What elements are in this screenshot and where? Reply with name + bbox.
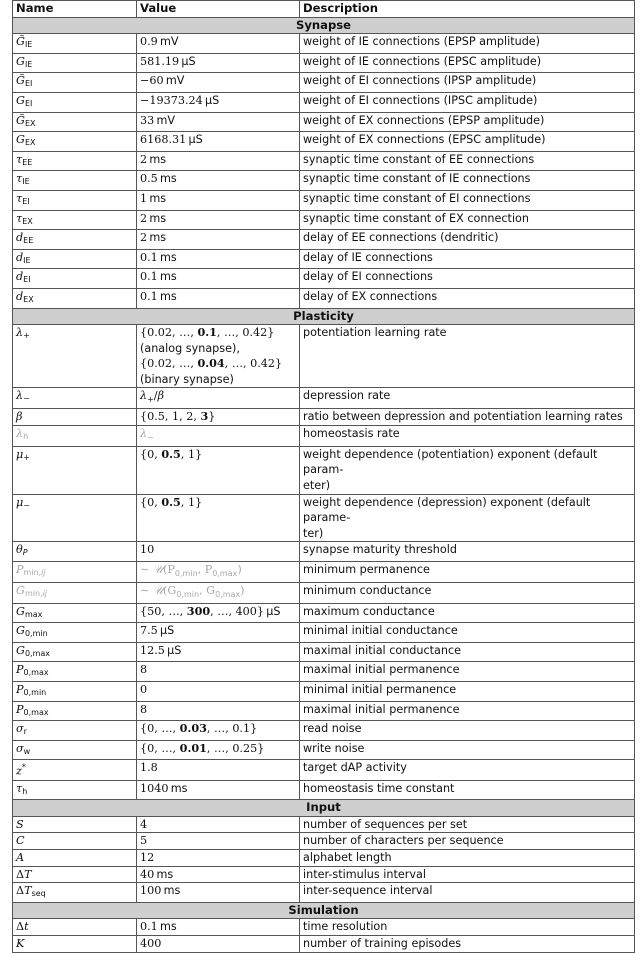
param-description: maximum conductance [300, 603, 635, 623]
table-row [13, 883, 635, 903]
param-name: $\tau_{IE}$ [13, 171, 137, 191]
section-title: Simulation [13, 902, 635, 919]
param-name: $\lambda_+$ [13, 325, 137, 388]
param-name: A [13, 849, 137, 866]
param-name: $\mu_+$ [13, 446, 137, 494]
param-name: $G_{min,ij}$ [13, 582, 137, 603]
table-row [13, 190, 635, 210]
param-name: $G̃_{EI}$ [13, 73, 137, 93]
table-row [13, 582, 635, 603]
param-name: $d_{EE}$ [13, 230, 137, 250]
param-value: ∼ $𝒰(P_{0,min}$, $P_{0,max}$) [137, 561, 300, 582]
table-row [13, 760, 635, 780]
param-description: delay of EE connections (dendritic) [300, 230, 635, 250]
param-value: 8 [137, 701, 300, 721]
table-row [13, 721, 635, 741]
table-row [13, 73, 635, 93]
param-name: $\tau_{EI}$ [13, 190, 137, 210]
param-description: potentiation learning rate [300, 325, 635, 388]
table-header-row [13, 1, 635, 18]
table-row [13, 662, 635, 682]
param-value: 0 [137, 681, 300, 701]
param-description: weight of IE connections (EPSC amplitude) [300, 53, 635, 73]
section-title: Input [13, 800, 635, 817]
param-value: {0, 0.5, 1} [137, 446, 300, 494]
param-name: β [13, 409, 137, 426]
table-row [13, 409, 635, 426]
param-value: 0.1 ms [137, 249, 300, 269]
param-value: 1.8 [137, 760, 300, 780]
section-title: Plasticity [13, 308, 635, 325]
table-row [13, 210, 635, 230]
param-name: C [13, 833, 137, 850]
param-name: S [13, 816, 137, 833]
table-row [13, 230, 635, 250]
param-name: $G̃_{EX}$ [13, 112, 137, 132]
param-value: {0.02, …, 0.1, …, 0.42} (analog synapse), {0.02, …, 0.04, …, 0.42} (binary synapse) [137, 325, 300, 388]
param-value: 1 ms [137, 190, 300, 210]
param-description: synaptic time constant of EX connection [300, 210, 635, 230]
param-description: ratio between depression and potentiation learning rates [300, 409, 635, 426]
param-name: $\Delta T_{seq}$ [13, 883, 137, 903]
param-name: K [13, 935, 137, 952]
param-name: $\theta_P$ [13, 542, 137, 562]
param-description: weight dependence (depression) exponent (default parame- ter) [300, 494, 635, 542]
section-header-plasticity [13, 308, 635, 325]
param-name: $G_{EX}$ [13, 132, 137, 152]
param-value: 2 ms [137, 230, 300, 250]
table-row [13, 681, 635, 701]
table-row [13, 34, 635, 54]
table-row [13, 935, 635, 952]
param-value: 7.5 μS [137, 623, 300, 643]
section-header-synapse [13, 17, 635, 34]
param-description: number of sequences per set [300, 816, 635, 833]
section-header-simulation [13, 902, 635, 919]
param-name: $P_{0,max}$ [13, 701, 137, 721]
table-row [13, 151, 635, 171]
param-value: 40 ms [137, 866, 300, 883]
param-name: $\tau_h$ [13, 780, 137, 800]
param-value: {0.5, 1, 2, 3} [137, 409, 300, 426]
section-title: Synapse [13, 17, 635, 34]
param-value: 400 [137, 935, 300, 952]
table-row [13, 561, 635, 582]
param-name: $\sigma_r$ [13, 721, 137, 741]
param-value: $\lambda_-$ [137, 425, 300, 446]
param-value: 12.5 μS [137, 642, 300, 662]
param-value: 4 [137, 816, 300, 833]
param-name: $G_{0,min}$ [13, 623, 137, 643]
param-value: 2 ms [137, 210, 300, 230]
table-row [13, 623, 635, 643]
param-name: $\lambda_-$ [13, 388, 137, 409]
param-description: delay of EX connections [300, 288, 635, 308]
param-description: weight dependence (potentiation) exponent (default param- eter) [300, 446, 635, 494]
param-name: Δt [13, 919, 137, 936]
table-row [13, 701, 635, 721]
table-row [13, 171, 635, 191]
header-name: Name [13, 1, 137, 18]
param-value: {0, …, 0.03, …, 0.1} [137, 721, 300, 741]
param-description: synaptic time constant of EE connections [300, 151, 635, 171]
param-value: 0.5 ms [137, 171, 300, 191]
param-description: synapse maturity threshold [300, 542, 635, 562]
param-value: 0.1 ms [137, 919, 300, 936]
param-name: $G_{EI}$ [13, 92, 137, 112]
param-name: $G̃_{IE}$ [13, 34, 137, 54]
table-row [13, 288, 635, 308]
param-description: weight of EI connections (IPSC amplitude) [300, 92, 635, 112]
param-value: 0.9 mV [137, 34, 300, 54]
table-row [13, 740, 635, 760]
param-value: 581.19 μS [137, 53, 300, 73]
param-name: $\sigma_w$ [13, 740, 137, 760]
table-row [13, 249, 635, 269]
param-description: weight of EX connections (EPSC amplitude) [300, 132, 635, 152]
param-name: $d_{IE}$ [13, 249, 137, 269]
param-value: 8 [137, 662, 300, 682]
param-value: {0, …, 0.01, …, 0.25} [137, 740, 300, 760]
param-name: $G_{0,max}$ [13, 642, 137, 662]
table-row [13, 325, 635, 388]
param-value: 6168.31 μS [137, 132, 300, 152]
param-value: 12 [137, 849, 300, 866]
param-value: 10 [137, 542, 300, 562]
table-row [13, 833, 635, 850]
param-value: {50, …, 300, …, 400} μS [137, 603, 300, 623]
param-description: inter-sequence interval [300, 883, 635, 903]
param-description: number of characters per sequence [300, 833, 635, 850]
param-description: delay of IE connections [300, 249, 635, 269]
param-name: $G_{max}$ [13, 603, 137, 623]
param-description: homeostasis rate [300, 425, 635, 446]
param-value: 0.1 ms [137, 269, 300, 289]
table-row [13, 542, 635, 562]
table-row [13, 603, 635, 623]
param-value: 5 [137, 833, 300, 850]
param-value: 100 ms [137, 883, 300, 903]
param-value: {0, 0.5, 1} [137, 494, 300, 542]
param-value: 33 mV [137, 112, 300, 132]
param-description: read noise [300, 721, 635, 741]
param-description: maximal initial permanence [300, 701, 635, 721]
table-row [13, 780, 635, 800]
table-row [13, 642, 635, 662]
header-description: Description [300, 1, 635, 18]
param-description: minimal initial conductance [300, 623, 635, 643]
param-description: alphabet length [300, 849, 635, 866]
table-row [13, 92, 635, 112]
table-caption-cropped [4, 806, 640, 812]
param-value: ∼ $𝒰(G_{0,min}$, $G_{0,max}$) [137, 582, 300, 603]
param-description: write noise [300, 740, 635, 760]
param-value: 1040 ms [137, 780, 300, 800]
param-value: 0.1 ms [137, 288, 300, 308]
param-name: $\lambda_h$ [13, 425, 137, 446]
table-row [13, 446, 635, 494]
param-description: inter-stimulus interval [300, 866, 635, 883]
table-row [13, 849, 635, 866]
param-value: −60 mV [137, 73, 300, 93]
table-row [13, 866, 635, 883]
param-description: weight of IE connections (EPSP amplitude) [300, 34, 635, 54]
table-row [13, 112, 635, 132]
param-description: depression rate [300, 388, 635, 409]
table-row [13, 53, 635, 73]
param-name: $\tau_{EX}$ [13, 210, 137, 230]
table-row [13, 816, 635, 833]
param-description: minimal initial permanence [300, 681, 635, 701]
table-row [13, 388, 635, 409]
param-name: ΔT [13, 866, 137, 883]
param-description: minimum conductance [300, 582, 635, 603]
param-name: $d_{EI}$ [13, 269, 137, 289]
param-description: number of training episodes [300, 935, 635, 952]
table-row [13, 494, 635, 542]
param-description: minimum permanence [300, 561, 635, 582]
header-value: Value [137, 1, 300, 18]
param-name: $\tau_{EE}$ [13, 151, 137, 171]
param-description: synaptic time constant of EI connections [300, 190, 635, 210]
param-description: synaptic time constant of IE connections [300, 171, 635, 191]
table-row [13, 425, 635, 446]
param-name: z* [13, 760, 137, 780]
table-row [13, 269, 635, 289]
param-description: weight of EI connections (IPSP amplitude) [300, 73, 635, 93]
param-name: $\mu_-$ [13, 494, 137, 542]
param-description: maximal initial permanence [300, 662, 635, 682]
param-description: homeostasis time constant [300, 780, 635, 800]
param-name: $G_{IE}$ [13, 53, 137, 73]
param-name: $P_{0,max}$ [13, 662, 137, 682]
param-description: target dAP activity [300, 760, 635, 780]
param-description: time resolution [300, 919, 635, 936]
param-name: $P_{0,min}$ [13, 681, 137, 701]
table-row [13, 919, 635, 936]
param-name: $P_{min,ij}$ [13, 561, 137, 582]
param-description: delay of EI connections [300, 269, 635, 289]
table-row [13, 132, 635, 152]
param-value: $\lambda_+/\beta$ [137, 388, 300, 409]
param-name: $d_{EX}$ [13, 288, 137, 308]
param-description: weight of EX connections (EPSP amplitude) [300, 112, 635, 132]
param-description: maximal initial conductance [300, 642, 635, 662]
param-value: −19373.24 μS [137, 92, 300, 112]
param-value: 2 ms [137, 151, 300, 171]
